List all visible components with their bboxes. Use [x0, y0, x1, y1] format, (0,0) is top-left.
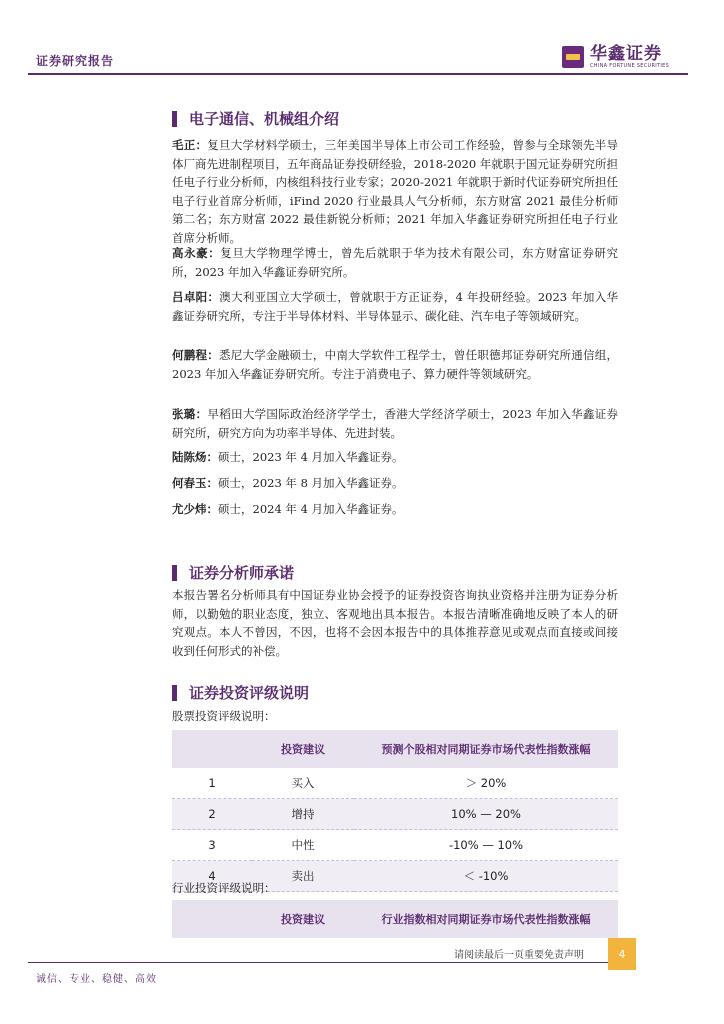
member-name: 何鹏程：	[172, 348, 219, 362]
table-cell: ＜ -10%	[354, 861, 618, 892]
table-cell: 中性	[252, 830, 354, 861]
logo-cn-text: 华鑫证券	[590, 44, 662, 64]
table-cell: 3	[172, 830, 252, 861]
stock-rating-label: 股票投资评级说明：	[172, 709, 276, 723]
promise-text: 本报告署名分析师具有中国证券业协会授予的证券投资咨询执业资格并注册为证券分析师，以勤勉的职业态度，独立、客观地出具本报告。本报告清晰准确地反映了本人的研究观点。本人不曾因，不因，也将不会因本报告中的具体推荐意见或观点而直接或间接收到任何形式的补偿。	[172, 588, 618, 658]
member-name: 吕卓阳：	[172, 290, 220, 304]
team-section-title	[172, 108, 339, 129]
table-cell: 买入	[252, 768, 354, 799]
table-cell: -10% — 10%	[354, 830, 618, 861]
table-header-cell: 行业指数相对同期证券市场代表性指数涨幅	[354, 900, 618, 938]
report-header-title: 证券研究报告	[36, 54, 115, 68]
stock-rating-table	[172, 730, 618, 892]
table-header-cell: 投资建议	[252, 730, 354, 768]
member-bio-text: 复旦大学物理学博士，曾先后就职于华为技术有限公司，东方财富证券研究所，2023 年加入华鑫证券研究所。	[172, 246, 618, 279]
table-cell: 10% — 20%	[354, 799, 618, 830]
member-bio	[172, 244, 618, 281]
table-cell: 2	[172, 799, 252, 830]
table-cell: 4	[172, 861, 252, 892]
member-bio-text: 硕士，2023 年 4 月加入华鑫证券。	[218, 450, 404, 464]
page-number: 4	[608, 938, 636, 970]
member-bio	[172, 288, 618, 325]
section-bar-icon	[172, 685, 177, 701]
member-name: 尤少炜：	[172, 502, 218, 516]
member-bio	[172, 500, 618, 519]
table-row	[172, 799, 618, 830]
member-name: 高永豪：	[172, 246, 221, 260]
rating-section-title-text: 证券投资评级说明	[189, 684, 310, 702]
header-divider	[28, 73, 688, 75]
table-cell: 1	[172, 768, 252, 799]
footer-divider	[28, 962, 608, 963]
member-bio	[172, 346, 618, 383]
table-cell: 卖出	[252, 861, 354, 892]
table-row	[172, 768, 618, 799]
table-header-cell: 投资建议	[252, 900, 354, 938]
member-name: 张璐：	[172, 407, 208, 421]
logo-en-text: CHINA FORTUNE SECURITIES	[590, 63, 670, 69]
member-bio	[172, 405, 618, 442]
rating-section-title	[172, 682, 309, 703]
member-bio-text: 硕士，2024 年 4 月加入华鑫证券。	[218, 502, 404, 516]
disclaimer-note: 请阅读最后一页重要免责声明	[454, 950, 584, 961]
table-header-cell: 预测个股相对同期证券市场代表性指数涨幅	[354, 730, 618, 768]
promise-section-title	[172, 562, 294, 583]
table-header-cell	[172, 900, 252, 938]
company-logo	[562, 45, 669, 69]
member-bio-text: 悉尼大学金融硕士，中南大学软件工程学士，曾任职德邦证券研究所通信组，2023 年加入华鑫证券研究所。专注于消费电子、算力硬件等领域研究。	[172, 348, 619, 381]
table-header-row	[172, 730, 618, 768]
member-bio	[172, 448, 618, 467]
team-section-title-text: 电子通信、机械组介绍	[189, 110, 340, 128]
member-name: 何春玉：	[172, 476, 218, 490]
industry-rating-table	[172, 900, 618, 938]
table-row	[172, 830, 618, 861]
table-header-row	[172, 900, 618, 938]
member-name: 陆陈炀：	[172, 450, 218, 464]
member-bio	[172, 136, 618, 248]
logo-icon	[562, 46, 584, 68]
industry-rating-label: 行业投资评级说明：	[172, 881, 276, 895]
member-name: 毛正：	[172, 138, 208, 152]
promise-section-title-text: 证券分析师承诺	[189, 564, 295, 582]
member-bio-text: 硕士，2023 年 8 月加入华鑫证券。	[218, 476, 404, 490]
member-bio-text: 澳大利亚国立大学硕士，曾就职于方正证券，4 年投研经验。2023 年加入华鑫证券研究所，专注于半导体材料、半导体显示、碳化硅、汽车电子等领域研究。	[172, 290, 619, 323]
table-cell: 增持	[252, 799, 354, 830]
member-bio	[172, 474, 618, 493]
member-bio-text: 复旦大学材料学硕士，三年美国半导体上市公司工作经验，曾参与全球领先半导体厂商先进制程项目，五年商品证券投研经验，2018-2020 年就职于国元证券研究所担任电子行业分析师，内核组科技行业专家；2020-2021 年就职于新时代证券研究所担任电子行业首席分析师，iFind 2020 行业最具人气分析师，东方财富 2021 最佳分析师第二名；东方财富 2022 最佳新锐分析师；2021 年加入华鑫证券研究所担任电子行业首席分析师。	[172, 138, 619, 245]
table-header-cell	[172, 730, 252, 768]
section-bar-icon	[172, 111, 177, 127]
table-cell: ＞ 20%	[354, 768, 618, 799]
section-bar-icon	[172, 565, 177, 581]
footer-slogan: 诚信、专业、稳健、高效	[36, 974, 157, 985]
member-bio-text: 早稻田大学国际政治经济学学士，香港大学经济学硕士，2023 年加入华鑫证券研究所，研究方向为功率半导体、先进封装。	[172, 407, 619, 440]
